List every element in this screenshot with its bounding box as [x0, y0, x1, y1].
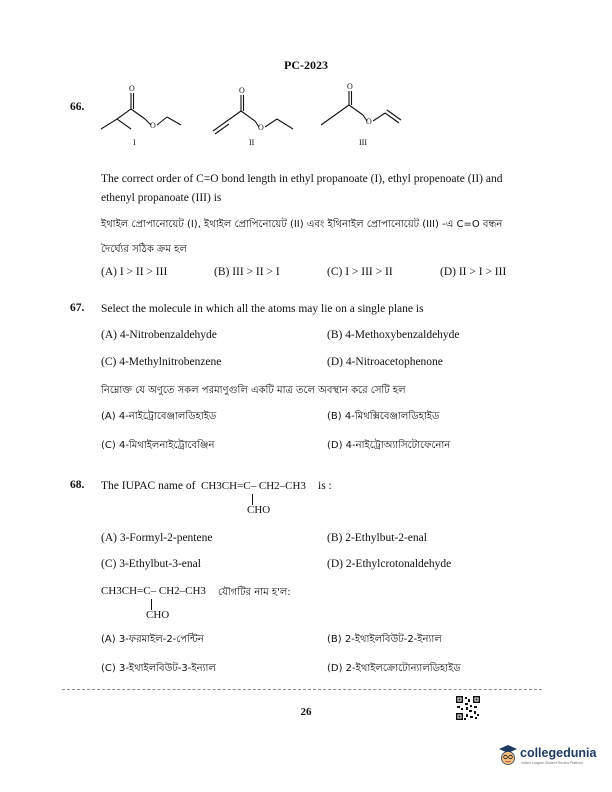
q66-question-bn-line2: দৈর্ঘ্যের সঠিক ক্রম হল [101, 244, 187, 255]
q67-option-a-en[interactable]: (A) 4-Nitrobenzaldehyde [101, 329, 217, 341]
label-I: I [133, 138, 136, 147]
q66-option-d[interactable]: (D) II > I > III [440, 266, 507, 278]
q68-option-c-bn[interactable]: (C) 3-ইথাইলবিউট-3-ইন্যাল [101, 663, 216, 674]
q68-formula-branch: CHO [247, 504, 271, 516]
q67-option-c-bn[interactable]: (C) 4-মিথাইলনাইট্রোবেঞ্জিন [101, 440, 215, 451]
q66-option-c[interactable]: (C) I > III > II [327, 266, 393, 278]
q68-option-b-en[interactable]: (B) 2-Ethylbut-2-enal [327, 532, 427, 544]
brand-name: collegedunia [520, 746, 597, 760]
brand-tagline: India's Largest Student Review Platform [521, 761, 584, 765]
q68-option-d-bn[interactable]: (D) 2-ইথাইলক্রোটোন্যালডিহাইড [327, 663, 461, 674]
svg-text:O: O [129, 84, 135, 93]
q68-formula-branch-bn: CHO [146, 609, 170, 621]
q67-option-d-en[interactable]: (D) 4-Nitroacetophenone [327, 356, 443, 368]
label-III: III [359, 138, 367, 147]
svg-text:O: O [258, 123, 264, 132]
q66-question-en-line1: The correct order of C=O bond length in ethyl propanoate (I), ethyl propenoate (II) and [101, 173, 503, 185]
q66-question-bn-line1: ইথাইল প্রোপানোয়েট (I), ইথাইল প্রোপিনোয়েট (II) এবং ইথিনাইল প্রোপানোয়েট (III) -এ C=O বন্ধন [101, 219, 503, 230]
svg-text:O: O [366, 117, 372, 126]
q66-question-en-line2: ethenyl propanoate (III) is [101, 192, 222, 204]
q67-option-b-en[interactable]: (B) 4-Methoxybenzaldehyde [327, 329, 460, 341]
q68-option-b-bn[interactable]: (B) 2-ইথাইলবিউট-2-ইন্যাল [327, 634, 442, 645]
q68-formula-bn: CH3CH=C– CH2–CH3 [101, 585, 206, 597]
q66-option-a[interactable]: (A) I > II > III [101, 266, 168, 278]
q66-structures [95, 83, 415, 148]
label-II: II [249, 138, 255, 147]
q68-option-a-bn[interactable]: (A) 3-ফরমাইল-2-পেন্টিন [101, 634, 204, 645]
exam-code-header: PC-2023 [284, 58, 328, 72]
q68-option-a-en[interactable]: (A) 3-Formyl-2-pentene [101, 532, 213, 544]
q67-option-d-bn[interactable]: (D) 4-নাইট্রোঅ্যাসিটোফেনোন [327, 440, 451, 451]
graduate-mascot-icon [498, 744, 518, 766]
svg-text:O: O [347, 83, 353, 91]
q68-question-bn-suffix: যৌগটির নাম হ'ল: [218, 587, 291, 598]
q67-question-en: Select the molecule in which all the atoms may lie on a single plane is [101, 303, 424, 315]
structure-ethyl-propenoate [213, 95, 293, 134]
q67-question-bn: নিম্নোক্ত যে অণুতে সকল পরমাণুগুলি একটি মাত্র তলে অবস্থান করে সেটি হল [101, 385, 406, 396]
q66-number: 66. [70, 101, 85, 113]
q66-option-b[interactable]: (B) III > II > I [214, 266, 280, 278]
q68-option-c-en[interactable]: (C) 3-Ethylbut-3-enal [101, 558, 201, 570]
qr-code-icon [455, 695, 481, 721]
q68-option-d-en[interactable]: (D) 2-Ethylcrotonaldehyde [327, 558, 452, 570]
q67-option-b-bn[interactable]: (B) 4-মিথক্সিবেঞ্জালডিহাইড [327, 411, 440, 422]
structure-ethenyl-propanoate [321, 91, 401, 125]
q67-option-c-en[interactable]: (C) 4-Methylnitrobenzene [101, 356, 222, 368]
q68-question-prefix: The IUPAC name of [101, 480, 196, 492]
q68-number: 68. [70, 479, 85, 491]
q68-question-suffix: is : [318, 480, 332, 492]
q67-option-a-bn[interactable]: (A) 4-নাইট্রোবেঞ্জালডিহাইড [101, 411, 217, 422]
svg-text:O: O [150, 121, 156, 130]
q68-formula: CH3CH=C– CH2–CH3 [201, 480, 306, 492]
structure-ethyl-propanoate [101, 93, 181, 129]
page-number: 26 [300, 706, 312, 718]
q67-number: 67. [70, 302, 85, 314]
svg-text:O: O [239, 86, 245, 95]
footer-divider [62, 689, 542, 690]
